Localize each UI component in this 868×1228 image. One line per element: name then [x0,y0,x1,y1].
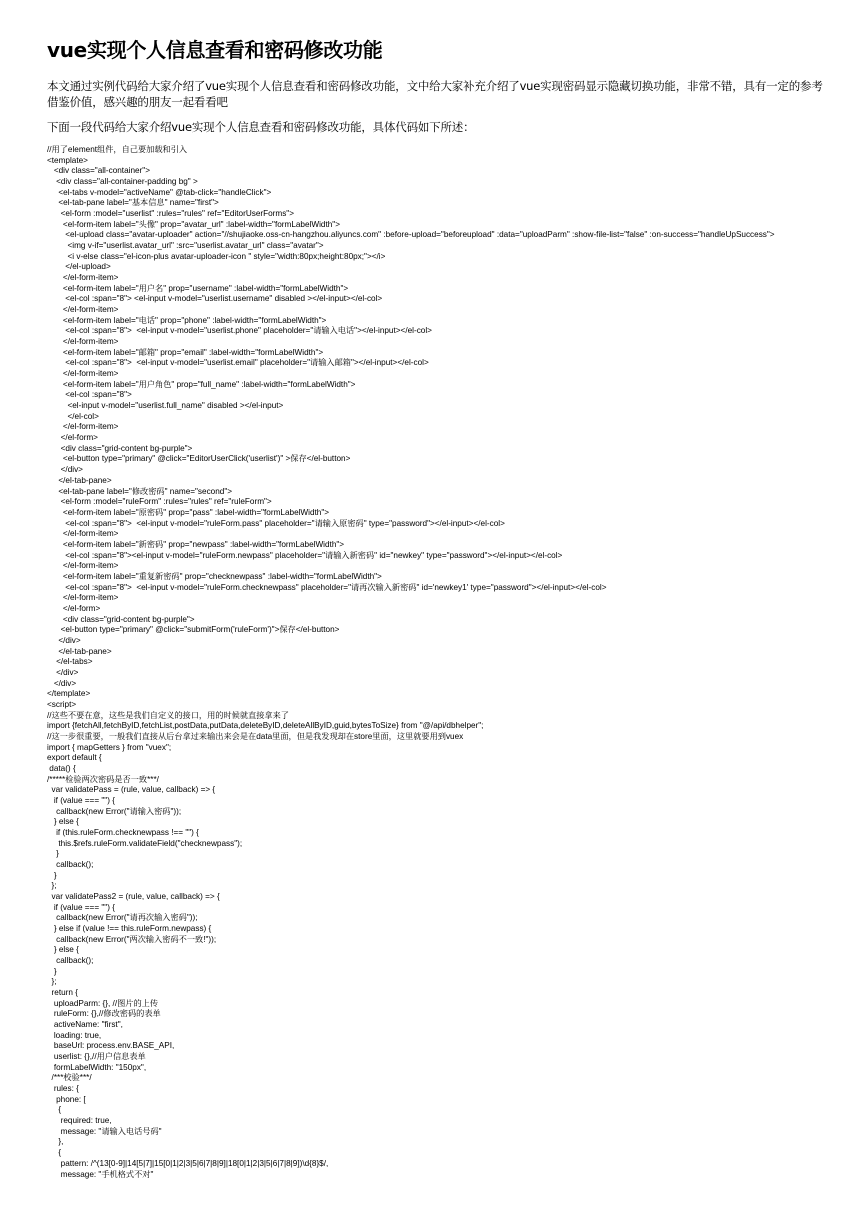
code-line: </el-upload> [47,262,111,272]
code-line: <div class="grid-content bg-purple"> [47,614,195,624]
code-line: } else if (value !== this.ruleForm.newpass) { [47,924,212,934]
code-line: var validatePass2 = (rule, value, callback) => { [47,892,220,902]
article-title: vue实现个人信息查看和密码修改功能 [47,38,383,62]
code-line: import { mapGetters } from "vuex"; [47,742,172,752]
code-line: </el-form-item> [47,422,119,432]
code-line: callback(); [47,860,94,870]
code-line: { [47,1105,62,1115]
code-line: message: "请输入电话号码" [47,1126,162,1136]
article-intro: 本文通过实例代码给大家介绍了vue实现个人信息查看和密码修改功能，文中给大家补充介绍了vue实现密码显示隐藏切换功能，非常不错，具有一定的参考借鉴价值，感兴趣的朋友一起看看吧 [47,79,823,109]
code-line: return { [47,988,78,998]
code-line: } [47,966,57,976]
code-line: required: true, [47,1116,112,1126]
code-line: baseUrl: process.env.BASE_API, [47,1041,175,1051]
code-line: <el-input v-model="userlist.full_name" disabled ></el-input> [47,401,284,411]
code-line: </div> [47,678,77,688]
code-line: rules: { [47,1084,79,1094]
code-line: import {fetchAll,fetchByID,fetchList,postData,putData,deleteByID,deleteAllByID,guid,bytesToSize} from "@/api/dbhelper"; [47,721,484,731]
code-line: </el-tab-pane> [47,475,112,485]
code-line: var validatePass = (rule, value, callback) => { [47,785,216,795]
code-line: <el-tab-pane label="基本信息" name="first"> [47,198,219,208]
code-line: </div> [47,465,83,475]
code-line: <el-form :model="ruleForm" :rules="rules" ref="ruleForm"> [47,497,272,507]
code-line: </el-form-item> [47,273,119,283]
code-line: if (value === "") { [47,795,115,805]
code-line: <el-form-item label="头像" prop="avatar_url" :label-width="formLabelWidth"> [47,219,340,229]
code-line: <el-button type="primary" @click="EditorUserClick('userlist')" >保存</el-button> [47,454,351,464]
code-line: <div class="all-container"> [47,166,150,176]
code-line: <img v-if="userlist.avatar_url" :src="userlist.avatar_url" class="avatar"> [47,241,324,251]
code-line: </el-form-item> [47,337,119,347]
code-line: <el-form-item label="电话" prop="phone" :label-width="formLabelWidth"> [47,315,327,325]
code-line: ruleForm: {},//修改密码的表单 [47,1009,161,1019]
code-line: } [47,870,57,880]
code-line: <el-form-item label="新密码" prop="newpass" :label-width="formLabelWidth"> [47,539,345,549]
code-line: if (value === "") { [47,902,115,912]
code-line: /*****检验两次密码是否一致***/ [47,774,159,784]
code-line: <el-col :span="8"> <el-input v-model="ruleForm.checknewpass" placeholder="请再次输入新密码" id='newkey1' type="password"></el-input></el-col> [47,582,607,592]
code-line: </el-form-item> [47,593,119,603]
code-line: </el-form-item> [47,561,119,571]
code-line: //这些不要在意，这些是我们自定义的接口，用的时候就直接拿来了 [47,710,289,720]
code-line: formLabelWidth: "150px", [47,1062,147,1072]
code-line: } [47,849,59,859]
code-line: </el-col> [47,411,99,421]
code-line: <el-upload class="avatar-uploader" action="//shujiaoke.oss-cn-hangzhou.aliyuncs.com" :before-upload="beforeupload" :data="uploadParm" :show-file-list="false" :on-success="handleUpSuccess"> [47,230,775,240]
code-line: if (this.ruleForm.checknewpass !== "") { [47,828,199,837]
code-line: data() { [47,763,76,773]
code-line: </el-form-item> [47,305,119,315]
code-line: { [47,1148,62,1158]
code-line: <el-form-item label="用户角色" prop="full_name" :label-width="formLabelWidth"> [47,379,356,389]
code-line: </el-form-item> [47,529,119,539]
code-line: uploadParm: {}, //图片的上传 [47,998,159,1008]
code-line: <el-col :span="8"> <el-input v-model="userlist.username" disabled ></el-input></el-col> [47,294,383,304]
code-line: <el-col :span="8"> <el-input v-model="ruleForm.pass" placeholder="请输入原密码" type="password"></el-input></el-col> [47,518,505,528]
code-line: } else { [47,945,79,955]
code-line: <el-button type="primary" @click="submitForm('ruleForm')">保存</el-button> [47,625,340,635]
code-line: phone: [ [47,1094,86,1104]
code-line: userlist: {},//用户信息表单 [47,1052,146,1062]
code-line: //这一步很重要，一般我们直接从后台拿过来输出来会是在data里面，但是我发现却在store里面，这里就要用到vuex [47,731,464,741]
code-line: this.$refs.ruleForm.validateField("checknewpass"); [47,838,243,848]
code-line: <el-col :span="8"> <el-input v-model="userlist.phone" placeholder="请输入电话"></el-input></el-col> [47,326,432,336]
code-line: <script> [47,699,77,709]
code-line: }; [47,977,57,987]
code-line: <el-form :model="userlist" :rules="rules" ref="EditorUserForms"> [47,209,294,219]
code-line: } else { [47,817,79,827]
code-line: <el-col :span="8"><el-input v-model="ruleForm.newpass" placeholder="请输入新密码" id="newkey" type="password"></el-input></el-col> [47,550,563,560]
code-line: }, [47,1137,64,1147]
code-line: pattern: /^(13[0-9]|14[5|7]|15[0|1|2|3|5|6|7|8|9]|18[0|1|2|3|5|6|7|8|9])\d{8}$/, [47,1158,329,1168]
article-lead: 下面一段代码给大家介绍vue实现个人信息查看和密码修改功能，具体代码如下所述： [47,120,475,134]
code-line: message: "手机格式不对" [47,1169,154,1179]
code-line: <el-col :span="8"> <el-input v-model="userlist.email" placeholder="请输入邮箱"></el-input></el-col> [47,358,429,368]
code-line: <el-tabs v-model="activeName" @tab-click="handleClick"> [47,187,272,197]
code-block [47,145,837,1180]
code-line: <i v-else class="el-icon-plus avatar-uploader-icon " style="width:80px;height:80px;"></i> [47,251,386,261]
code-line: <el-form-item label="用户名" prop="username" :label-width="formLabelWidth"> [47,283,349,293]
code-line: <div class="all-container-padding bg" > [47,177,198,187]
code-line: activeName: "first", [47,1020,123,1030]
code-line: callback(new Error("请再次输入密码")); [47,913,198,923]
code-line: <el-form-item label="邮箱" prop="email" :label-width="formLabelWidth"> [47,347,324,357]
code-line: </el-form> [47,603,101,613]
code-line: //用了element组件，自己要加载和引入 [47,145,188,154]
code-line: callback(); [47,956,94,966]
code-line: export default { [47,753,102,763]
code-line: <el-form-item label="重复新密码" prop="checknewpass" :label-width="formLabelWidth"> [47,571,382,581]
code-line: <el-col :span="8"> [47,390,132,400]
code-line: </el-tabs> [47,657,93,667]
code-line: </el-tab-pane> [47,646,112,656]
code-line: </el-form-item> [47,369,119,379]
code-line: /***校验***/ [47,1073,92,1083]
code-line: }; [47,881,57,891]
code-line: <template> [47,155,88,165]
code-line: <el-form-item label="原密码" prop="pass" :label-width="formLabelWidth"> [47,507,330,517]
code-line: <div class="grid-content bg-purple"> [47,443,193,453]
code-line: loading: true, [47,1030,102,1040]
code-line: callback(new Error("两次输入密码不一致!")); [47,934,217,944]
code-line: </div> [47,667,79,677]
code-line: callback(new Error("请输入密码")); [47,806,182,816]
code-line: <el-tab-pane label="修改密码" name="second"> [47,486,233,496]
code-line: </template> [47,689,91,699]
code-line: </el-form> [47,433,98,443]
code-line: </div> [47,635,81,645]
